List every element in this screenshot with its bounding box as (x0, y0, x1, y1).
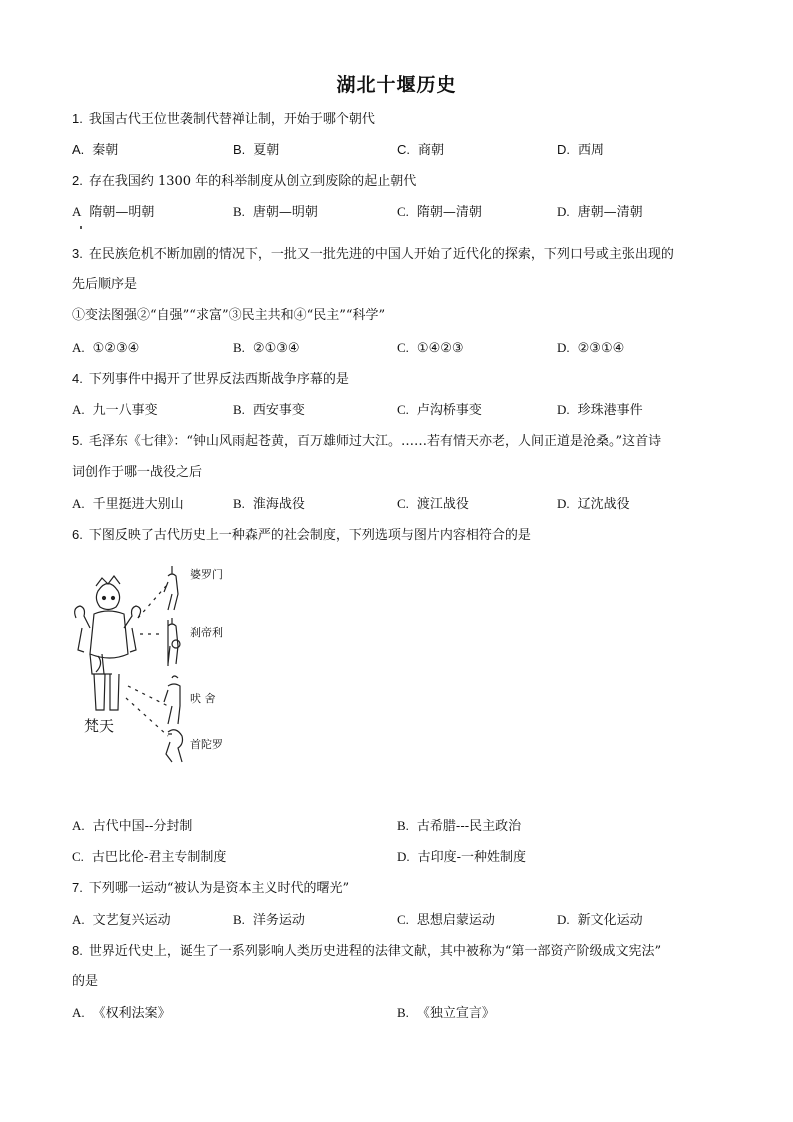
option-text: ②③①④ (577, 341, 625, 356)
q2-option-d (557, 203, 643, 222)
q1-option-b (233, 141, 279, 160)
question-number: 1. (72, 111, 83, 126)
option-text: 《权利法案》 (92, 1006, 171, 1021)
option-label: D. (557, 142, 570, 157)
question-text: 在民族危机不断加剧的情况下，一批又一批先进的中国人开始了近代化的探索，下列口号或主张出现的 (88, 247, 674, 262)
option-label: B. (233, 402, 245, 417)
option-text: 夏朝 (253, 143, 280, 158)
page-title: 湖北十堰历史 (336, 74, 457, 96)
label-kshatriya: 刹帝利 (190, 626, 223, 639)
option-label: C. (397, 142, 410, 157)
q6-option-d (397, 848, 526, 867)
option-label: C. (397, 496, 409, 511)
question-number: 8. (72, 943, 83, 958)
question-text: 世界近代史上，诞生了一系列影响人类历史进程的法律文献，其中被称为“第一部资产阶级成文宪法” (88, 944, 662, 959)
q3-option-c (397, 339, 464, 358)
option-label: A. (72, 818, 85, 833)
q3-option-d (557, 339, 624, 358)
option-label: B. (233, 204, 245, 219)
option-text: 隋朝—清朝 (416, 205, 482, 220)
q7-option-b (233, 911, 305, 930)
option-text: 千里挺进大别山 (92, 497, 184, 512)
q5-option-b (233, 495, 305, 514)
q4-option-a (72, 401, 158, 420)
option-label: A. (72, 496, 85, 511)
question-number: 2. (72, 173, 83, 188)
question-number: 4. (72, 371, 83, 386)
option-label: A (72, 204, 82, 219)
question-6-stem (72, 526, 531, 545)
option-text: 商朝 (418, 143, 445, 158)
option-text: 古希腊---民主政治 (416, 819, 522, 834)
q7-option-a (72, 911, 171, 930)
question-text: 下图反映了古代历史上一种森严的社会制度，下列选项与图片内容相符合的是 (88, 528, 531, 543)
option-label: D. (557, 402, 570, 417)
q3-option-b (233, 339, 300, 358)
option-text: 珍珠港事件 (577, 403, 643, 418)
question-number: 5. (72, 433, 83, 448)
q5-option-c (397, 495, 469, 514)
question-text: 下列哪一运动“被认为是资本主义时代的曙光” (88, 881, 350, 896)
q5-option-d (557, 495, 630, 514)
option-label: A. (72, 912, 85, 927)
option-text: 古巴比伦-君主专制制度 (91, 850, 227, 865)
option-label: C. (397, 204, 409, 219)
question-8-stem-cont: 的是 (72, 974, 99, 989)
q8-option-a (72, 1004, 171, 1023)
option-text: ①②③④ (92, 341, 140, 356)
option-text: 西周 (578, 143, 605, 158)
option-text: 新文化运动 (577, 913, 643, 928)
option-label: D. (397, 849, 410, 864)
option-label: B. (233, 340, 245, 355)
option-text: ①④②③ (416, 341, 464, 356)
q3-option-a (72, 339, 139, 358)
question-3-stem-cont: 先后顺序是 (72, 277, 138, 292)
question-text: 下列事件中揭开了世界反法西斯战争序幕的是 (88, 372, 349, 387)
option-text: 洋务运动 (252, 913, 305, 928)
option-label: B. (397, 818, 409, 833)
option-label: C. (397, 402, 409, 417)
option-label: C. (72, 849, 84, 864)
option-label: A. (72, 340, 85, 355)
stray-mark (80, 226, 82, 229)
label-vaishya: 吠 舍 (190, 692, 216, 705)
caste-system-illustration (68, 556, 238, 771)
q6-option-a (72, 817, 192, 836)
q2-option-b (233, 203, 318, 222)
option-label: D. (557, 912, 570, 927)
question-number: 7. (72, 880, 83, 895)
q6-option-b (397, 817, 521, 836)
label-brahma: 梵天 (84, 717, 115, 735)
label-shudra: 首陀罗 (190, 738, 223, 751)
option-text: 唐朝—清朝 (577, 205, 643, 220)
question-3-items: ①变法图强②“自强”“求富”③民主共和④“民主”“科学” (72, 308, 386, 323)
option-label: D. (557, 496, 570, 511)
option-text: 古印度-一种姓制度 (417, 850, 527, 865)
question-text: 存在我国约 1300 年的科举制度从创立到废除的起止朝代 (88, 174, 417, 189)
option-text: 渡江战役 (416, 497, 469, 512)
option-text: 西安事变 (252, 403, 305, 418)
option-text: 思想启蒙运动 (416, 913, 495, 928)
question-7-stem (72, 879, 349, 898)
option-text: 九一八事变 (92, 403, 158, 418)
q4-option-c (397, 401, 482, 420)
q1-option-a (72, 141, 118, 160)
option-text: 辽沈战役 (577, 497, 630, 512)
option-text: 《独立宣言》 (416, 1006, 495, 1021)
question-4-stem (72, 370, 349, 389)
option-text: 淮海战役 (252, 497, 305, 512)
q1-option-c (397, 141, 444, 160)
option-label: B. (233, 496, 245, 511)
option-label: A. (72, 142, 85, 157)
option-text: 卢沟桥事变 (416, 403, 482, 418)
question-8-stem (72, 942, 661, 961)
option-text: 唐朝—明朝 (252, 205, 318, 220)
option-label: C. (397, 340, 409, 355)
q1-option-d (557, 141, 604, 160)
option-label: B. (397, 1005, 409, 1020)
q4-option-d (557, 401, 643, 420)
option-label: B. (233, 912, 245, 927)
q4-option-b (233, 401, 305, 420)
option-label: C. (397, 912, 409, 927)
question-number: 3. (72, 246, 83, 261)
question-5-stem-cont: 词创作于哪一战役之后 (72, 465, 203, 480)
q2-option-a (72, 203, 154, 222)
option-label: A. (72, 402, 85, 417)
q7-option-d (557, 911, 643, 930)
option-text: 古代中国--分封制 (92, 819, 193, 834)
question-text: 我国古代王位世袭制代替禅让制，开始于哪个朝代 (88, 112, 375, 127)
option-label: B. (233, 142, 246, 157)
q7-option-c (397, 911, 495, 930)
option-text: 隋朝—明朝 (89, 205, 155, 220)
question-number: 6. (72, 527, 83, 542)
caste-figure-drawing (68, 556, 238, 771)
q6-option-c (72, 848, 226, 867)
question-1-stem (72, 110, 375, 129)
question-text: 毛泽东《七律》：“钟山风雨起苍黄，百万雄师过大江。……若有情天亦老，人间正道是沧桑。”这首诗 (88, 434, 662, 449)
q8-option-b (397, 1004, 495, 1023)
option-text: 文艺复兴运动 (92, 913, 171, 928)
q5-option-a (72, 495, 184, 514)
option-label: A. (72, 1005, 85, 1020)
question-3-stem (72, 245, 674, 264)
option-text: 秦朝 (92, 143, 119, 158)
question-5-stem (72, 432, 661, 451)
option-label: D. (557, 204, 570, 219)
option-label: D. (557, 340, 570, 355)
question-2-stem (72, 172, 416, 191)
option-text: ②①③④ (252, 341, 300, 356)
q2-option-c (397, 203, 482, 222)
label-brahmin: 婆罗门 (190, 568, 223, 581)
